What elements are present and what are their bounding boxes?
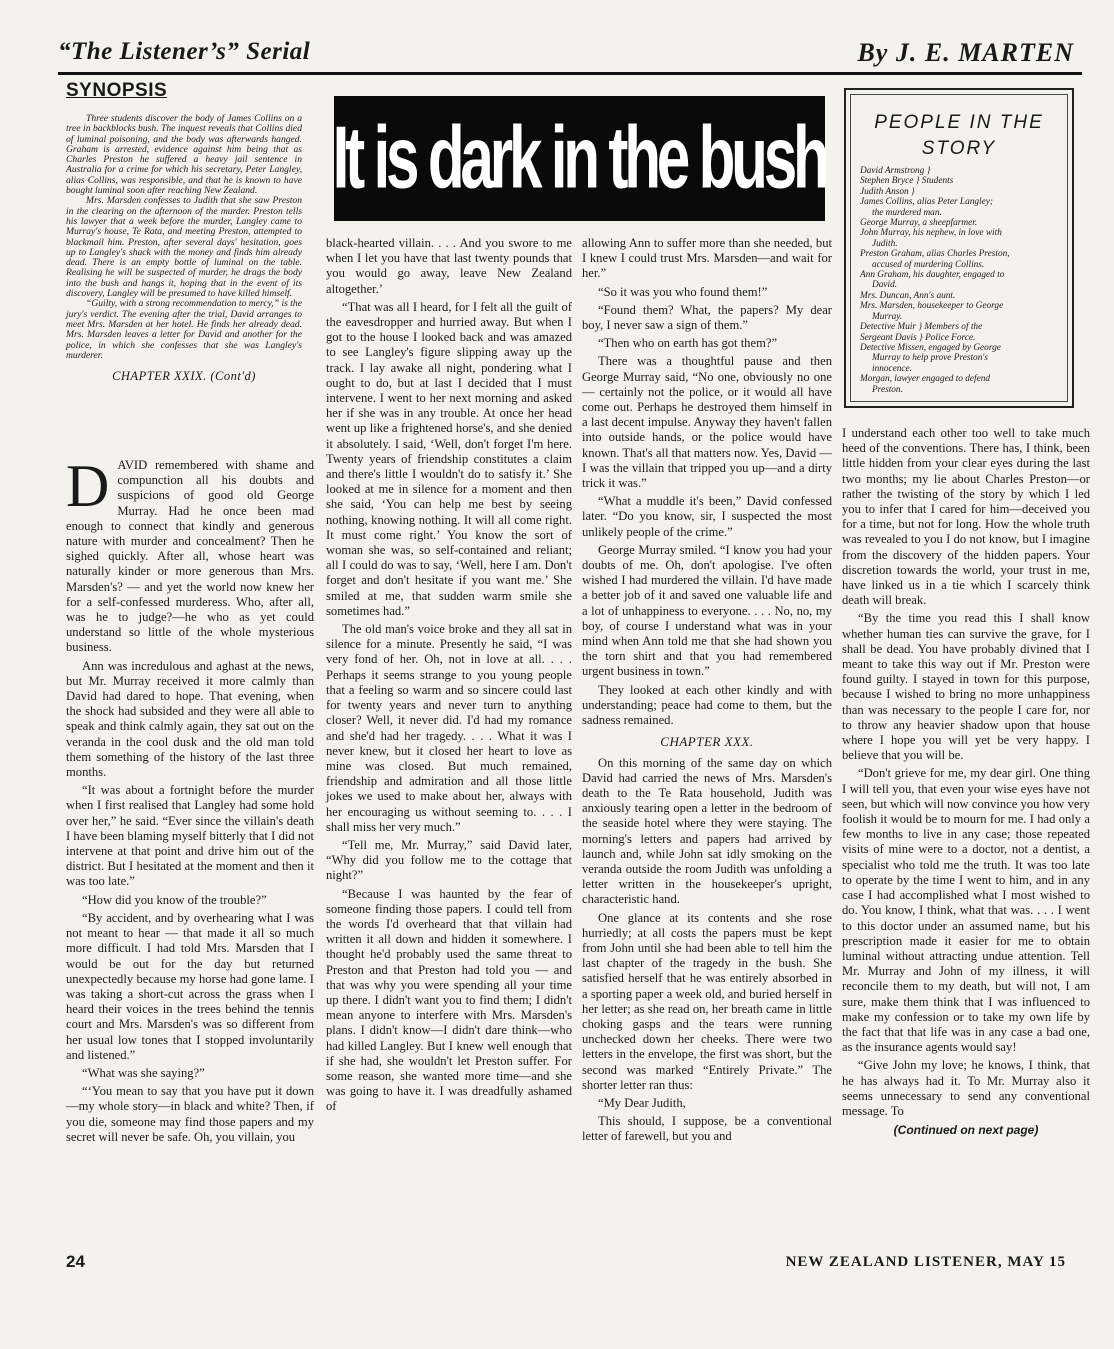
body-paragraph: “That was all I heard, for I felt all the guilt of the eavesdropper and hurried away. But when I got to the house I looked back and was amazed to see Langley's figure slipping away up the track. I lay awake all night, pondering what I ought to do, but at last I decided that I must intervene. I went to her next morning and asked her if she was in any trouble. At once her head went up like a frightened horse's, and she denied it absolutely. I said, ‘Well, don't forget I'm here. Twenty years of friendship constitutes a claim and there's little I wouldn't do to satisfy it.’ She looked at me in silence for a moment and then she said, ‘You can help me best by seeing nothing, knowing nothing. It will all come right. It must come right.’ You know the sort of woman she was, so self-contained and reliant; all I could do was to say, ‘Well, here I am. Don't forget and don't hesitate if you want me.’ She smiled at me, that sudden warm smile she sometimes had.” [326,299,572,618]
story-title-banner [334,96,825,221]
page-number: 24 [66,1252,85,1271]
synopsis-paragraph: Mrs. Marsden confesses to Judith that she saw Preston in the clearing on the afternoon of the murder. Preston tells his lawyer that a week before the murder, Langley came to Murray's house, Te Rata, and meeting Preston, attempted to blackmail him. Preston, after several days' hesitation, goes up to Langley's shack with the money and finds him already dead. There is an empty bottle of luminal on the table. Realising he will be suspected of murder, he drags the body into the bush and hangs it, hoping that in the event of its discovery, Langley will be presumed to have killed himself. [66,195,302,300]
people-entry: James Collins, alias Peter Langley; [860,197,993,208]
body-paragraph: The old man's voice broke and they all sat in silence for a minute. Presently he said, “I was very fond of her. Oh, not in love at all. . . . Perhaps it seems strange to you young people that a feeling so warm and so sincere could last for twenty years and never turn to anything closer? Well, it never did. I'd had my romance and she'd had her tragedy. . . . What it was I never knew, but it closed her heart to love as mine was closed. But much remained, friendship and admiration and all those little jokes we used to make about her, always with her encouraging us without seeming to. . . . I shall miss her very much.” [326,622,572,834]
people-entry: Morgan, lawyer engaged to defend [860,374,991,385]
people-entry: Mrs. Duncan, Ann's aunt. [860,290,956,301]
body-paragraph: “Tell me, Mr. Murray,” said David later, “Why did you follow me to the cottage that night?” [326,837,572,883]
body-paragraph: “Give John my love; he knows, I think, that he has always had it. To Mr. Murray also it seems unnecessary to send any conventional message. To [842,1058,1090,1118]
continued-note: (Continued on next page) [893,1123,1039,1138]
story-title: It is dark in the bush [333,109,826,207]
body-paragraph: On this morning of the same day on which David had carried the news of Mrs. Marsden's death to the Te Rata household, Judith was anxiously tearing open a letter in the bedroom of the seaside hotel where they were staying. The morning's letters and papers had arrived by launch and, while John sat idly smoking on the veranda outside the room Judith was unfolding a letter written in the housekeeper's upright, characteristic hand. [582,755,832,907]
column-4 [842,426,1090,1138]
body-paragraph: Ann was incredulous and aghast at the news, but Mr. Murray received it more calmly than David had dared to hope. That evening, when the shock had subsided and they were all able to speak and think calmly again, they sat out on the veranda in the cool dusk and the old man told them something of the history of the last three months. [66,658,314,780]
body-paragraph: George Murray smiled. “I know you had your doubts of me. Oh, don't apologise. I've often wished I had murdered the villain. I'd have made a better job of it and saved one valuable life and a lot of unhappiness to everyone. . . . No, no, my boy, of course I understand what was in your mind when Ann told me that she had shown you the torn shirt and that you had remembered urgent business in town.” [582,542,832,679]
people-entry: innocence. [872,363,913,374]
body-paragraph: One glance at its contents and she rose hurriedly; at all costs the papers must be kept from John until she had been able to tell him the last chapter of the tragedy in the bush. She satisfied herself that he was entirely absorbed in a sporting paper a week old, and buried herself in her letter; as she read on, her breath came in little choking gasps and the tears were running unchecked down her cheeks. There were two letters in the envelope, the first was short, but the second was marked “Entirely Private.” The shorter letter ran thus: [582,910,832,1092]
body-paragraph: “How did you know of the trouble?” [82,892,267,907]
people-in-story-box [844,88,1074,408]
column-1 [66,453,314,1148]
people-entry: John Murray, his nephew, in love with [860,228,1002,239]
body-paragraph: “Don't grieve for me, my dear girl. One thing I will tell you, that even your wise eyes have not seen, but which will now convince you how very foolish it would be to mourn for me. I had only a few months to live in any case; those repeated visits of mine were to a doctor, not a dentist, a specialist who told me the truth. It was too late to operate by the time I went to him, and in any case I had accomplished what I most wished to do. You know, I think, what that was. . . . I went to this doctor under an assumed name, but his prescription made it easier for me to obtain luminal without attracting undue attention. Tell Mr. Murray and John of my illness, it will reconcile them to my death, but will not, I am sure, make them think that I was influenced to make my confession or to take my own life by the fact that that life was in any case a bad one, as the insurance agents would say! [842,766,1090,1055]
synopsis-paragraph: “Guilty, with a strong recommendation to mercy,” is the jury's verdict. The evening after the trial, David arranges to meet Mrs. Marsden at her hotel. He finds her already dead. Mrs. Marsden leaves a letter for David and another for the police, in which she confesses that she was Langley's murderer. [66,298,302,361]
people-entry: Judith. [872,238,898,249]
body-paragraph: “Because I was haunted by the fear of someone finding those papers. I could tell from the words I'd overheard that that villain had written it all down and hidden it somewhere. I thought he'd probably used the same threat to Preston and that Preston had told you — and that was why you were spending all your time up there. I didn't want you to find them; I didn't mean anyone to interfere with Mrs. Marsden's plans. I didn't know—I didn't dare think—who had killed Langley. But I knew well enough that if she had, she wouldn't let Preston suffer. For some reason, she wanted more time—and she was going to have it. I was dreadfully ashamed of [326,886,572,1114]
body-paragraph: “‘You mean to say that you have put it down—my whole story—in black and white? Then, if you die, someone may find those papers and my secret will never be safe. Oh, you villain, you [66,1084,314,1144]
people-entry: Preston. [872,384,903,395]
body-paragraph: They looked at each other kindly and with understanding; peace had come to them, but the sadness remained. [582,682,832,728]
people-list [860,166,1064,395]
opening-paragraph [66,453,314,656]
body-paragraph: “What a muddle it's been,” David confessed later. “Do you know, sir, I suspected the most unlikely people of the crime.” [582,494,832,539]
synopsis-text [66,114,302,387]
header-rule [58,72,1082,75]
people-entry: George Murray, a sheepfarmer. [860,218,978,229]
body-paragraph: black-hearted villain. . . . And you swore to me when I let you have that last twenty pounds that you would go away, leave New Zealand altogether.’ [326,236,572,296]
body-paragraph: “By accident, and by overhearing what I was not meant to hear — that made it all so much more difficult. I had told Mrs. Marsden that I would be out for the day but returned unexpectedly because my horse had gone lame. I was taking a short-cut across the grass when I heard their voices in the trees behind the tennis court and Mrs. Marsden's was so different from her usual low tones that I stopped involuntarily and listened.” [66,910,314,1062]
letter-salutation: “My Dear Judith, [598,1095,686,1110]
people-entry: Detective Muir } Members of the [860,322,983,333]
people-entry: Sergeant Davis } Police Force. [860,332,976,343]
chapter-heading: CHAPTER XXX. [660,734,754,750]
body-paragraph: “Then who on earth has got them?” [598,336,778,351]
people-entry: Preston Graham, alias Charles Preston, [860,249,1010,260]
serial-header: “The Listener’s” Serial [58,38,311,65]
column-3 [582,236,832,1148]
synopsis-heading: SYNOPSIS [66,80,168,101]
body-paragraph: I understand each other too well to take much heed of the conventions. There has, I think, been little hidden from your clear eyes during the last two months; my lie about Charles Preston—or rather the twisting of the story by which I led you to infer that I cared for him—deceived you for a time, but not for long. How the whole truth was revealed to you I do not know, but I imagine from the discovery of the hidden papers. Your discretion towards the world, your trust in me, have linked us in a tie which I scarcely think death will break. [842,426,1090,608]
drop-cap: D [66,453,110,519]
people-entry: Mrs. Marsden, housekeeper to George [860,301,1004,312]
body-paragraph: allowing Ann to suffer more than she needed, but I knew I could trust Mrs. Marsden—and wait for her.” [582,236,832,281]
body-paragraph: “What was she saying?” [82,1065,205,1080]
people-entry: Murray. [872,311,903,322]
opening-text: AVID remembered with shame and compunction all his doubts and suspicions of good old George Murray. Had he once been mad enough to connect that kindly and generous nature with murder and concealment? Then he sighed quickly. After all, whose heart was naturally kinder or more generous than Mrs. Marsden's? — and yet the world now knew her for a self-confessed murderess. Who, after all, was he to judge?—he who as yet could understand so little of the whole mysterious business. [66,458,314,655]
people-entry: the murdered man. [872,207,942,218]
people-entry: Judith Anson } [860,186,915,197]
people-entry: David Armstrong } [860,166,931,176]
people-box-title: PEOPLE IN THE STORY [874,112,1044,159]
publication-footer: NEW ZEALAND LISTENER, MAY 15 [785,1254,1066,1270]
people-entry: Detective Missen, engaged by George [860,342,1001,353]
people-entry: Ann Graham, his daughter, engaged to [860,270,1005,281]
body-paragraph: “So it was you who found them!” [598,284,768,299]
column-2 [326,236,572,1118]
chapter-heading: CHAPTER XXIX. (Cont'd) [112,369,256,384]
people-entry: David. [872,280,898,291]
author-byline: By J. E. MARTEN [857,38,1074,67]
body-paragraph: “It was about a fortnight before the murder when I first realised that Langley had some hold over her,” he said. “Ever since the villain's death I have been blaming myself bitterly that I did not intervene at that point and drive him out of the district. But I hesitated at the moment and then it was too late.” [66,783,314,889]
people-entry: accused of murdering Collins. [872,259,985,270]
body-paragraph: There was a thoughtful pause and then George Murray said, “No one, obviously no one — certainly not the police, or it would all have come out. Perhaps he destroyed them himself in a last decent impulse. Anyway they haven't fallen into outside hands, or the police would have known. That's all that matters now. Yes, David — I was the villain that tripped you up—and a dirty trick it was.” [582,354,832,491]
people-entry: Murray to help prove Preston's [872,353,988,364]
body-paragraph: This should, I suppose, be a conventional letter of farewell, but you and [582,1114,832,1144]
people-entry: Stephen Bryce } Students [860,176,954,187]
body-paragraph: “Found them? What, the papers? My dear boy, I never saw a sign of them.” [582,302,832,333]
synopsis-paragraph: Three students discover the body of James Collins on a tree in backblocks bush. The inquest reveals that Collins died of luminal poisoning, and the body was afterwards hanged. Graham is arrested, evidence against him being that as Charles Preston he suffered a heavy jail sentence in Australia for a crime for which his secretary, Peter Langley, alias Collins, was responsible, and that he is known to have bought luminal soon after reaching New Zealand. [66,113,302,197]
body-paragraph: “By the time you read this I shall know whether human ties can survive the grave, for I shall be dead. You have probably divined that I meant to take this way out if Mr. Preston were found guilty. I stayed in town for this purpose, because I wished to bring no more unhappiness than was necessary to the people I care for, nor to throw any heavier shadow upon that house where I hope you will yet be very happy. I believe that you will be. [842,611,1090,763]
